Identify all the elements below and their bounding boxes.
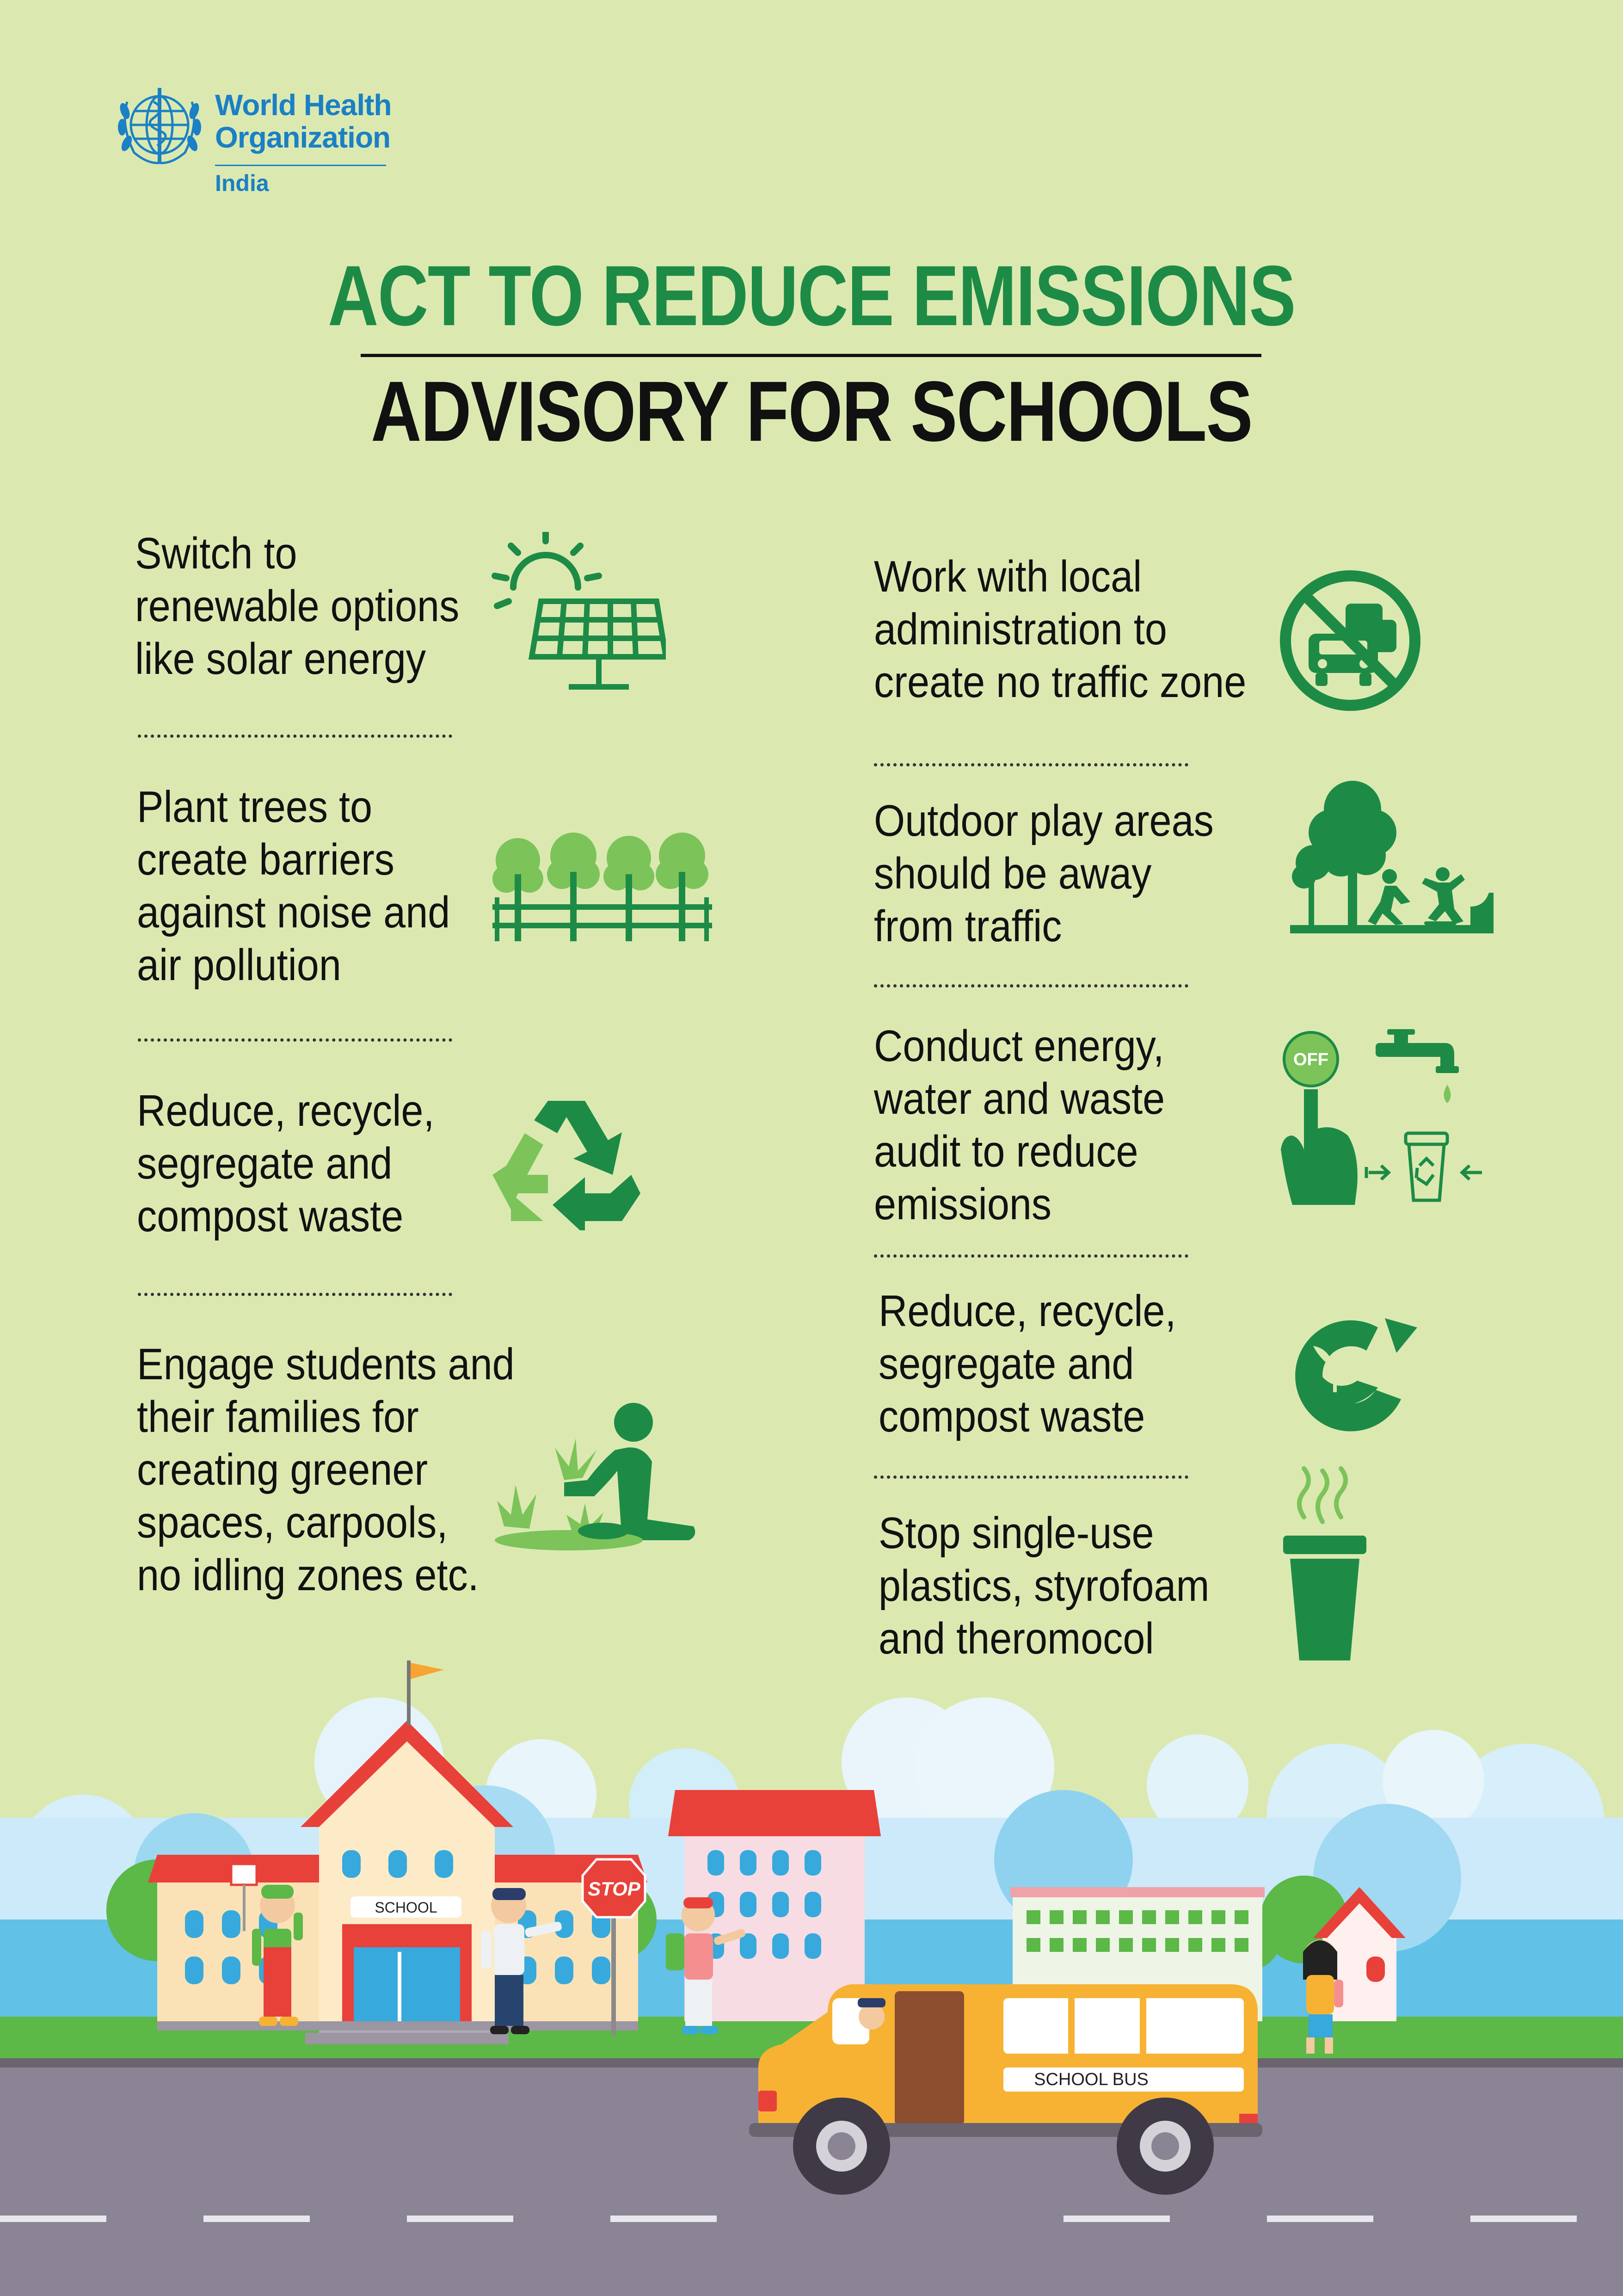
logo-divider [215, 165, 386, 166]
item-divider [138, 1038, 452, 1042]
item-line: Work with local [874, 552, 1142, 601]
organization-name [215, 89, 392, 154]
left-item-1-text [135, 527, 459, 685]
who-emblem-icon [111, 83, 208, 167]
item-line: and theromocol [879, 1614, 1154, 1663]
item-divider [874, 763, 1188, 766]
item-line: spaces, carpools, [137, 1498, 448, 1547]
item-line: segregate and [137, 1139, 393, 1188]
item-line: create barriers [137, 835, 395, 884]
left-item-3-text [137, 1085, 434, 1243]
item-line: Plant trees to [137, 782, 373, 832]
item-line: should be away [874, 849, 1152, 898]
item-line: administration to [874, 605, 1167, 654]
item-divider [874, 1475, 1188, 1479]
item-line: segregate and [879, 1339, 1134, 1389]
item-line: plastics, styrofoam [879, 1561, 1210, 1611]
item-line: renewable options [135, 581, 460, 631]
item-divider [138, 734, 452, 738]
item-line: Conduct energy, [874, 1021, 1164, 1071]
play-area-icon [1290, 777, 1494, 934]
item-line: compost waste [137, 1191, 404, 1241]
trees-fence-icon [492, 828, 712, 944]
item-line: audit to reduce [874, 1127, 1138, 1176]
disposable-cup-icon [1281, 1466, 1369, 1665]
bus-label-text: SCHOOL BUS [1034, 2070, 1149, 2089]
item-line: like solar energy [135, 634, 426, 684]
item-line: Outdoor play areas [874, 796, 1214, 846]
item-line: against noise and [137, 888, 450, 937]
no-traffic-icon [1279, 569, 1422, 712]
stop-sign-text: STOP [588, 1878, 640, 1900]
item-line: their families for [137, 1392, 419, 1442]
item-line: compost waste [879, 1392, 1145, 1441]
item-line: air pollution [137, 940, 341, 990]
item-line: Stop single-use [879, 1508, 1154, 1558]
item-line: Switch to [135, 529, 297, 578]
solar-panel-icon [490, 532, 666, 698]
title-divider [361, 354, 1261, 357]
right-item-4-text [879, 1285, 1176, 1443]
organization-name-line1: World Health [215, 88, 392, 122]
item-line: creating greener [137, 1445, 428, 1494]
left-item-4-text [137, 1338, 515, 1602]
right-item-3-text [874, 1020, 1165, 1231]
item-divider [138, 1293, 452, 1296]
right-item-1-text [874, 550, 1246, 709]
item-line: Reduce, recycle, [879, 1286, 1176, 1336]
person-planting-icon [495, 1401, 698, 1554]
organization-country: India [215, 170, 269, 196]
item-line: from traffic [874, 901, 1062, 951]
organization-name-line2: Organization [215, 121, 391, 154]
item-line: Reduce, recycle, [137, 1086, 435, 1136]
right-item-2-text [874, 795, 1214, 953]
item-line: no idling zones etc. [137, 1550, 479, 1600]
item-divider [874, 1254, 1188, 1258]
compost-cycle-icon [1279, 1300, 1422, 1438]
recycle-icon [492, 1096, 640, 1230]
item-line: create no traffic zone [874, 657, 1247, 707]
school-street-scene [0, 1660, 1623, 2296]
item-line: water and waste [874, 1074, 1165, 1123]
school-sign-text: SCHOOL [375, 1899, 437, 1916]
item-line: emissions [874, 1179, 1052, 1229]
energy-water-waste-audit-icon [1279, 1029, 1482, 1210]
who-logo [111, 83, 407, 204]
right-item-5-text [879, 1507, 1209, 1665]
left-item-2-text [137, 781, 450, 992]
item-line: Engage students and [137, 1339, 515, 1389]
page-subtitle: ADVISORY FOR SCHOOLS [371, 364, 1252, 459]
page-title: ACT TO REDUCE EMISSIONS [328, 248, 1295, 344]
off-button-label: OFF [1293, 1050, 1328, 1069]
item-divider [874, 984, 1188, 988]
